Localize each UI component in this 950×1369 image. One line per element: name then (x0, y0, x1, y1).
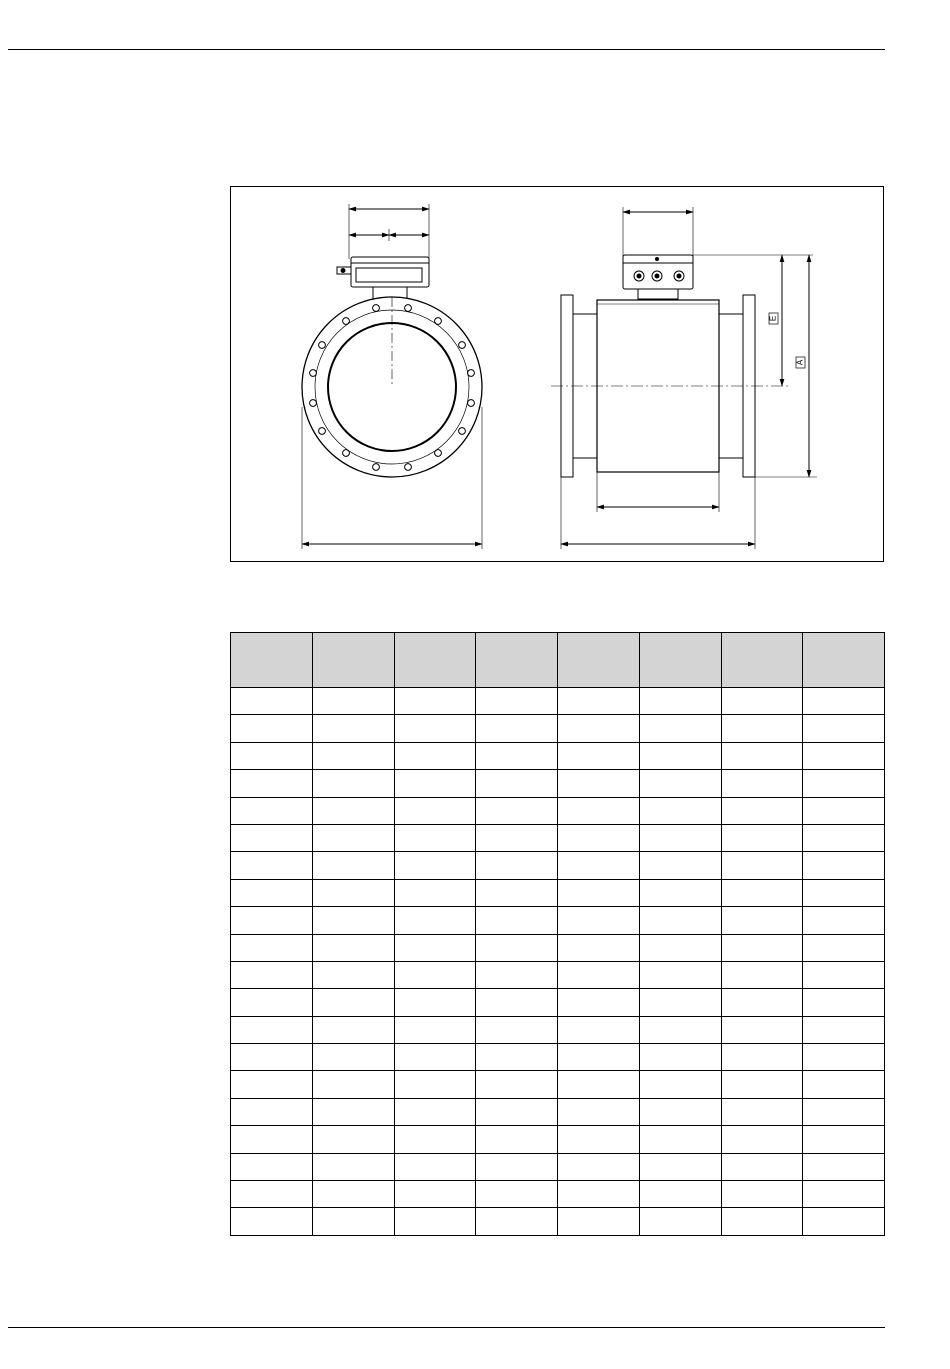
table-cell (558, 797, 640, 824)
table-cell (394, 1044, 476, 1071)
front-view (302, 204, 482, 549)
table-cell (803, 1208, 885, 1235)
table-cell (394, 715, 476, 742)
table-row (231, 770, 885, 797)
table-cell (394, 688, 476, 715)
table-cell (721, 824, 803, 851)
table-cell (803, 961, 885, 988)
table-cell (803, 1071, 885, 1098)
table-cell (231, 742, 313, 769)
table-cell (558, 934, 640, 961)
table-row (231, 688, 885, 715)
table-cell (558, 989, 640, 1016)
table-cell (639, 961, 721, 988)
table-cell (476, 907, 558, 934)
table-cell (394, 824, 476, 851)
table-cell (639, 1153, 721, 1180)
table-cell (639, 879, 721, 906)
table-cell (558, 824, 640, 851)
table-cell (558, 907, 640, 934)
table-cell (639, 688, 721, 715)
table-cell (476, 797, 558, 824)
table-row (231, 989, 885, 1016)
table-cell (231, 961, 313, 988)
table-header-cell (231, 633, 313, 688)
table-cell (639, 1181, 721, 1208)
table-cell (231, 1153, 313, 1180)
table-cell (312, 715, 394, 742)
table-cell (721, 1208, 803, 1235)
table-cell (721, 961, 803, 988)
table-cell (312, 1071, 394, 1098)
table-cell (312, 1098, 394, 1125)
table-header-cell (476, 633, 558, 688)
table-cell (803, 852, 885, 879)
table-cell (476, 1071, 558, 1098)
table-cell (476, 1126, 558, 1153)
header-rule (8, 49, 885, 50)
table-cell (721, 852, 803, 879)
table-cell (231, 1126, 313, 1153)
table-cell (476, 1044, 558, 1071)
table-cell (803, 770, 885, 797)
table-cell (394, 1098, 476, 1125)
table-cell (312, 907, 394, 934)
table-cell (312, 1153, 394, 1180)
table-header-cell (721, 633, 803, 688)
table-header-cell (394, 633, 476, 688)
footer-rule (8, 1327, 885, 1328)
table-cell (231, 1071, 313, 1098)
table-cell (721, 907, 803, 934)
table-cell (312, 1044, 394, 1071)
table-cell (231, 715, 313, 742)
table-cell (394, 1181, 476, 1208)
table-row (231, 1126, 885, 1153)
table-cell (639, 770, 721, 797)
table-cell (803, 1044, 885, 1071)
table-cell (394, 852, 476, 879)
table-cell (231, 1098, 313, 1125)
table-cell (803, 879, 885, 906)
table-cell (476, 1016, 558, 1043)
table-cell (558, 1181, 640, 1208)
table-cell (231, 1016, 313, 1043)
table-cell (476, 1153, 558, 1180)
table-cell (558, 1208, 640, 1235)
table-cell (231, 1208, 313, 1235)
table-cell (639, 1208, 721, 1235)
table-cell (721, 934, 803, 961)
table-cell (476, 742, 558, 769)
table-cell (231, 989, 313, 1016)
table-cell (803, 797, 885, 824)
table-cell (558, 961, 640, 988)
table-cell (721, 1126, 803, 1153)
table-cell (394, 770, 476, 797)
table-cell (312, 934, 394, 961)
table-header-cell (803, 633, 885, 688)
table-cell (721, 1181, 803, 1208)
table-cell (721, 989, 803, 1016)
table-cell (312, 1208, 394, 1235)
table-cell (639, 934, 721, 961)
table-cell (394, 1126, 476, 1153)
table-cell (721, 770, 803, 797)
table-cell (558, 1153, 640, 1180)
table-cell (558, 1016, 640, 1043)
table-cell (394, 907, 476, 934)
table-cell (558, 1071, 640, 1098)
housing-neck-side (638, 289, 678, 299)
table-cell (721, 797, 803, 824)
table-cell (721, 1098, 803, 1125)
table-cell (803, 715, 885, 742)
table-row (231, 1098, 885, 1125)
table-row (231, 1153, 885, 1180)
table-row (231, 1016, 885, 1043)
table-cell (803, 1153, 885, 1180)
table-cell (231, 934, 313, 961)
table-cell (558, 1098, 640, 1125)
table-cell (476, 879, 558, 906)
table-cell (803, 1181, 885, 1208)
table-row (231, 1181, 885, 1208)
table-cell (476, 934, 558, 961)
table-cell (803, 742, 885, 769)
table-cell (394, 961, 476, 988)
table-cell (639, 742, 721, 769)
table-cell (803, 824, 885, 851)
table-row (231, 1208, 885, 1235)
table-cell (394, 934, 476, 961)
table-cell (639, 1044, 721, 1071)
callout-a-label: A (795, 359, 805, 366)
table-cell (476, 989, 558, 1016)
table-row (231, 797, 885, 824)
table-cell (476, 715, 558, 742)
table-cell (312, 1181, 394, 1208)
table-cell (803, 1126, 885, 1153)
table-cell (394, 1071, 476, 1098)
table-cell (639, 824, 721, 851)
table-cell (312, 879, 394, 906)
table-cell (803, 688, 885, 715)
table-cell (639, 907, 721, 934)
table-cell (639, 1071, 721, 1098)
callout-e (769, 313, 778, 324)
dimension-drawing-figure (230, 186, 884, 562)
table-cell (639, 797, 721, 824)
table-cell (394, 879, 476, 906)
table-cell (476, 824, 558, 851)
table-cell (803, 1016, 885, 1043)
table-cell (558, 742, 640, 769)
table-header-cell (312, 633, 394, 688)
table-cell (312, 989, 394, 1016)
table-cell (312, 770, 394, 797)
table-cell (639, 852, 721, 879)
dimensions-table (230, 632, 885, 1236)
table-cell (231, 824, 313, 851)
table-cell (476, 961, 558, 988)
callout-e-label: E (768, 315, 778, 322)
table-cell (721, 688, 803, 715)
table-row (231, 824, 885, 851)
table-cell (558, 852, 640, 879)
table-row (231, 961, 885, 988)
table-cell (721, 879, 803, 906)
table-row (231, 852, 885, 879)
table-cell (312, 852, 394, 879)
flowmeter-drawing (231, 187, 883, 561)
table-body (231, 688, 885, 1236)
table-cell (558, 879, 640, 906)
side-view (551, 207, 817, 549)
table-cell (721, 1016, 803, 1043)
table-cell (231, 797, 313, 824)
table-cell (803, 934, 885, 961)
table-row (231, 934, 885, 961)
table-cell (394, 989, 476, 1016)
table-cell (639, 715, 721, 742)
table-cell (394, 1153, 476, 1180)
table-cell (394, 1016, 476, 1043)
table-cell (476, 770, 558, 797)
table-cell (721, 715, 803, 742)
table-header-row (231, 633, 885, 688)
table-cell (639, 1126, 721, 1153)
table-cell (803, 1098, 885, 1125)
table-cell (558, 688, 640, 715)
table-cell (394, 1208, 476, 1235)
table-cell (394, 742, 476, 769)
table-row (231, 1044, 885, 1071)
table-cell (312, 1016, 394, 1043)
table-cell (476, 1098, 558, 1125)
table-cell (312, 961, 394, 988)
table-row (231, 742, 885, 769)
table-cell (231, 1181, 313, 1208)
table-cell (476, 1208, 558, 1235)
table-row (231, 879, 885, 906)
callout-a (796, 357, 805, 368)
table-cell (231, 1044, 313, 1071)
table-row (231, 907, 885, 934)
table-cell (721, 742, 803, 769)
table-cell (558, 715, 640, 742)
table-cell (639, 1016, 721, 1043)
table-row (231, 1071, 885, 1098)
table-header-cell (639, 633, 721, 688)
table-cell (639, 989, 721, 1016)
table-cell (231, 770, 313, 797)
table-row (231, 715, 885, 742)
table-cell (721, 1071, 803, 1098)
table-cell (312, 824, 394, 851)
table-cell (394, 797, 476, 824)
table-cell (803, 907, 885, 934)
table-cell (231, 852, 313, 879)
table-cell (312, 1126, 394, 1153)
table-cell (558, 1044, 640, 1071)
table-cell (312, 688, 394, 715)
table-header-cell (558, 633, 640, 688)
table-cell (312, 742, 394, 769)
table-cell (558, 1126, 640, 1153)
table-cell (721, 1153, 803, 1180)
table-cell (231, 688, 313, 715)
table-cell (476, 1181, 558, 1208)
table-cell (639, 1098, 721, 1125)
table-cell (231, 907, 313, 934)
table-cell (721, 1044, 803, 1071)
table-cell (476, 852, 558, 879)
table-cell (231, 879, 313, 906)
table-cell (312, 797, 394, 824)
table-cell (476, 688, 558, 715)
table-cell (803, 989, 885, 1016)
table-cell (558, 770, 640, 797)
